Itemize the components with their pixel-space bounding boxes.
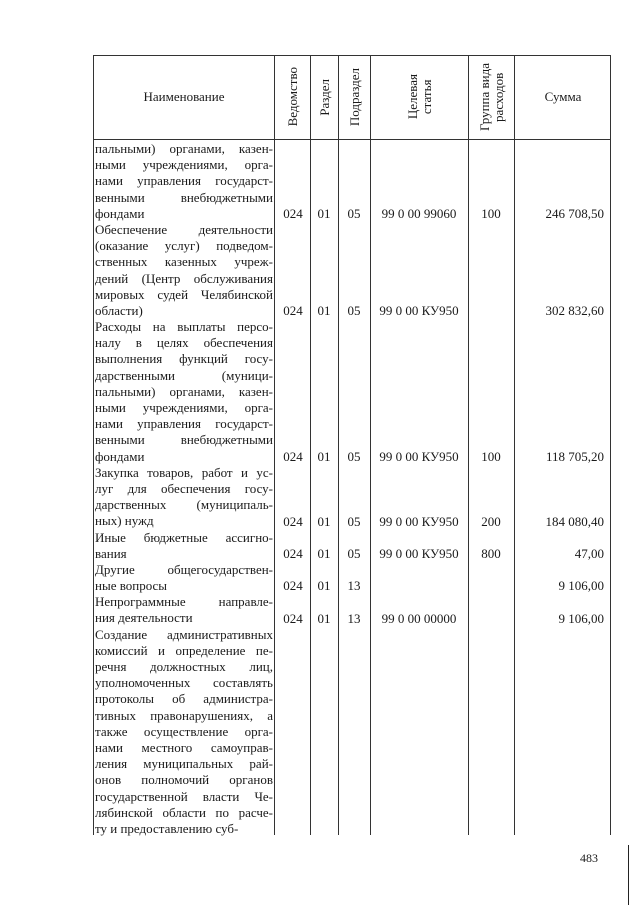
cell-razdel: 01 [317, 513, 331, 529]
row-name-line: нами управления государст- [95, 416, 273, 432]
row-name-line: венными внебюджетными [95, 432, 273, 448]
row-name-line: ными учреждениями, орга- [95, 157, 273, 173]
row-name-line: венными внебюджетными [95, 189, 273, 205]
cell-celevaya: 99 0 00 КУ950 [379, 303, 459, 318]
column-divider [338, 55, 339, 835]
row-name-line: лябинской области по расче- [95, 804, 273, 820]
row-name-line: Другие общегосударствен- [95, 561, 273, 577]
row-name-line: ных) нужд [95, 513, 154, 529]
table-border-left [93, 55, 94, 835]
row-name-line: Иные бюджетные ассигно- [95, 529, 273, 545]
header-summa: Сумма [544, 89, 582, 104]
row-name-line: фондами [95, 448, 145, 464]
row-name-line: государственной власти Че- [95, 788, 273, 804]
header-name: Наименование [143, 89, 225, 104]
cell-summa: 302 832,60 [545, 303, 604, 318]
cell-podrazdel: 13 [347, 578, 361, 594]
cell-celevaya: 99 0 00 00000 [381, 610, 457, 626]
row-name-line: мировых судей Челябинской [95, 286, 273, 302]
row-name-line: пальными) органами, казен- [95, 141, 273, 156]
cell-ved: 024 [283, 448, 303, 464]
cell-ved: 024 [283, 303, 303, 318]
row-name-line: области) [95, 302, 143, 318]
row-name-line: также осуществление орга- [95, 723, 273, 739]
row-name-line: пальными) органами, казен- [95, 383, 273, 399]
cell-gruppa: 100 [481, 448, 501, 464]
header-podrazdel: Подраздел [346, 67, 362, 127]
row-name-line: Создание административных [95, 626, 273, 642]
row-name-line: нами управления государст- [95, 173, 273, 189]
row-name-line: Обеспечение деятельности [95, 221, 273, 237]
cell-gruppa: 800 [481, 546, 501, 561]
header-vedomstvo-cell [275, 55, 310, 139]
row-name-line: дений (Центр обслуживания [95, 270, 273, 286]
row-name-line: онов полномочий органов [95, 772, 273, 788]
header-podrazdel-cell [339, 55, 370, 139]
row-name-line: комиссий и определение пе- [95, 642, 273, 658]
column-divider [514, 55, 515, 835]
row-name-line: вания [95, 545, 127, 561]
header-celevaya-cell [371, 55, 468, 139]
row-name-line: ными учреждениями, орга- [95, 400, 273, 415]
row-name-line: дарственными (муници- [95, 367, 273, 383]
row-name-line: речня должностных лиц, [95, 659, 273, 674]
row-name-line: (оказание услуг) подведом- [95, 238, 273, 254]
row-name-line: Расходы на выплаты персо- [95, 319, 273, 335]
cell-celevaya: 99 0 00 99060 [381, 205, 457, 221]
header-gruppa-cell [469, 55, 514, 139]
row-name-line: Закупка товаров, работ и ус- [95, 464, 273, 480]
cell-gruppa: 200 [481, 513, 501, 529]
cell-razdel: 01 [317, 610, 331, 626]
cell-gruppa: 100 [481, 205, 501, 221]
cell-razdel: 01 [317, 546, 331, 561]
cell-summa: 246 708,50 [545, 205, 604, 221]
cell-celevaya: 99 0 00 КУ950 [379, 513, 459, 529]
cell-razdel: 01 [317, 303, 331, 318]
row-name-line: ту и предоставлению суб- [95, 820, 239, 836]
page-edge-line [628, 845, 629, 905]
cell-ved: 024 [283, 610, 303, 626]
row-name-line: уполномоченных составлять [95, 675, 273, 691]
row-name-line: нами местного самоуправ- [95, 739, 273, 755]
header-gruppa: Группа вида расходов [476, 63, 506, 131]
header-razdel-cell [311, 55, 338, 139]
table-border-right [610, 55, 611, 835]
column-divider [310, 55, 311, 835]
column-divider [274, 55, 275, 835]
page-number: 483 [580, 851, 598, 865]
cell-ved: 024 [283, 578, 303, 594]
row-name-line: ные вопросы [95, 578, 168, 594]
cell-podrazdel: 05 [347, 546, 361, 561]
cell-celevaya: 99 0 00 КУ950 [379, 546, 459, 561]
cell-razdel: 01 [317, 448, 331, 464]
row-name-line: налу в целях обеспечения [95, 335, 273, 351]
cell-summa: 9 106,00 [558, 578, 604, 594]
row-name-line: Непрограммные направле- [95, 594, 273, 610]
cell-celevaya: 99 0 00 КУ950 [379, 448, 459, 464]
cell-summa: 47,00 [574, 546, 604, 561]
row-name-line: ственных казенных учреж- [95, 254, 273, 270]
column-divider [370, 55, 371, 835]
cell-summa: 118 705,20 [545, 448, 604, 464]
cell-podrazdel: 05 [347, 303, 361, 318]
row-name-line: луг для обеспечения госу- [95, 480, 273, 496]
cell-razdel: 01 [317, 205, 331, 221]
cell-podrazdel: 05 [347, 205, 361, 221]
cell-summa: 9 106,00 [558, 610, 604, 626]
name-column [95, 141, 273, 837]
row-name-line: ления муниципальных рай- [95, 756, 273, 772]
cell-ved: 024 [283, 513, 303, 529]
row-name-line: протоколы об администра- [95, 691, 273, 707]
cell-ved: 024 [283, 546, 303, 561]
cell-summa: 184 080,40 [545, 513, 604, 529]
row-name-line: дарственных (муниципаль- [95, 497, 273, 513]
header-divider [93, 139, 611, 140]
row-name-line: тивных правонарушениях, а [95, 707, 273, 723]
row-name-line: фондами [95, 205, 145, 221]
row-name-line: выполнения функций госу- [95, 351, 273, 367]
header-vedomstvo: Ведомство [284, 67, 300, 127]
header-razdel: Раздел [316, 78, 332, 116]
column-divider [468, 55, 469, 835]
cell-podrazdel: 05 [347, 513, 361, 529]
cell-razdel: 01 [317, 578, 331, 594]
header-celevaya: Целевая статья [404, 74, 434, 120]
row-name-line: ния деятельности [95, 610, 193, 626]
cell-podrazdel: 05 [347, 448, 361, 464]
cell-ved: 024 [283, 205, 303, 221]
cell-podrazdel: 13 [347, 610, 361, 626]
